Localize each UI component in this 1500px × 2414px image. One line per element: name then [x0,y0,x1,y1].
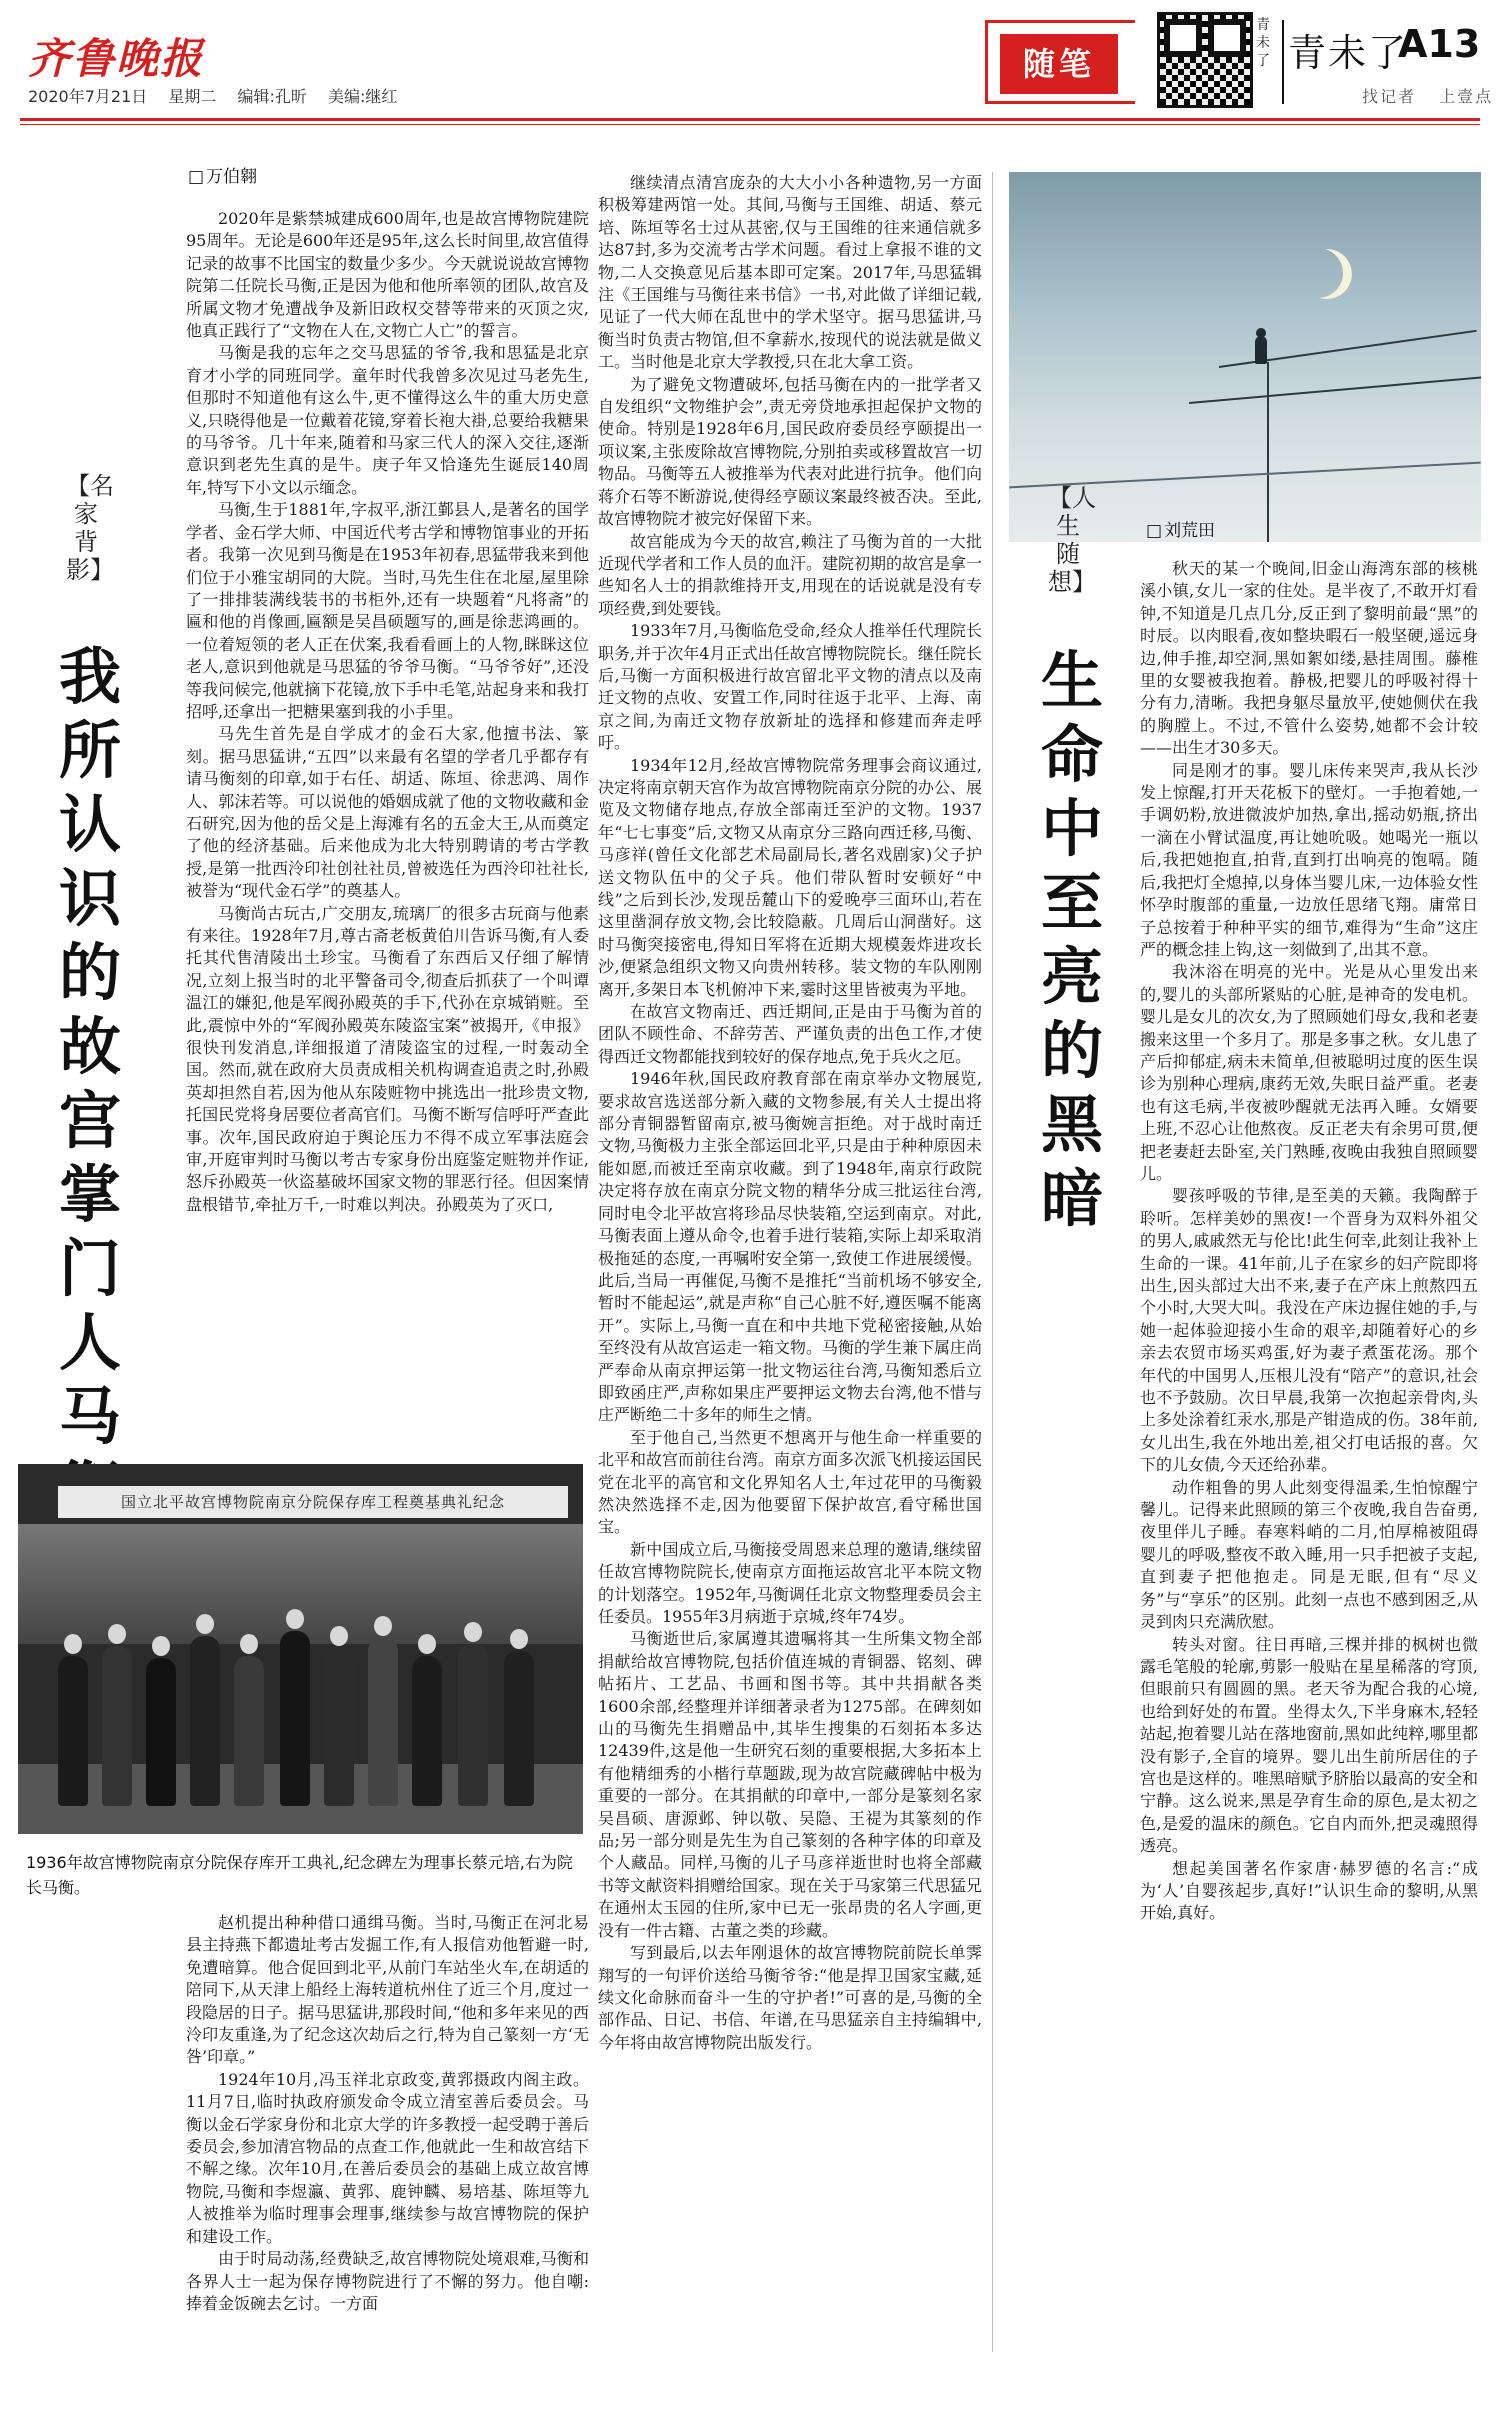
photo-figure [504,1651,534,1806]
section-label: 随笔 [1000,34,1118,94]
paragraph: 写到最后,以去年刚退休的故宫博物院前院长单霁翔写的一句评价送给马衡爷爷:“他是捍卫国家宝藏,延续文化命脉而奋斗一生的守护者!”可喜的是,马衡的全部作品、日记、书信、年谱,在马思猛亲自主持编辑中,今年将由故宫博物院出版发行。 [598,1943,982,2052]
paragraph: 由于时局动荡,经费缺乏,故宫博物院处境艰难,马衡和各界人士一起为保存博物院进行了不懈的努力。他自嘲:捧着金饭碗去乞讨。一方面 [186,2249,589,2313]
paragraph: 为了避免文物遭破坏,包括马衡在内的一批学者又自发组织“文物维护会”,责无旁贷地承担起保护文物的使命。特别是1928年6月,国民政府委员经亨颐提出一项议案,主张废除故宫博物院,分别拍卖或移置故宫一切物品。马衡等五人被推举为代表对此进行抗争。他们向蒋介石等不断游说,使得经亨颐议案最终被否决。至此,故宫博物院才被完好保留下来。 [598,374,982,529]
article2-column [1140,558,1478,2350]
photo-figure [234,1656,264,1806]
paragraph: 动作粗鲁的男人此刻变得温柔,生怕惊醒宁馨儿。记得来此照顾的第三个夜晚,我自告奋勇,夜里伴儿子睡。春寒料峭的二月,怕厚棉被阻碍婴儿的呼吸,整夜不敢入睡,用一只手把被子支起,直到妻子把他抱走。同是无眠,但有“尽义务”与“享乐”的区别。此刻一点也不感到困乏,从灵到肉只充满欣慰。 [1140,1477,1478,1632]
paragraph: 我沐浴在明亮的光中。光是从心里发出来的,婴儿的头部所紧贴的心脏,是神奇的发电机。婴儿是女儿的次女,为了照顾她们母女,我和老妻搬来这里一个多月了。那是多事之秋。女儿患了产后抑郁症,病未未简单,但被聪明过度的医生误诊为别种心理病,康药无效,失眠日益严重。老妻也有这毛病,半夜被吵醒就无法再入睡。女婿要上班,不忍心让他熬夜。反正老夫有余男可贯,便把老妻赶去卧室,关门熟睡,夜晚由我独自照顾婴儿。 [1140,962,1478,1183]
photo-figure [412,1656,442,1806]
header-divider [1282,20,1284,104]
antenna-mast [1267,362,1269,542]
subtitle-right: 上壹点 [1439,87,1494,106]
header-rule-thin [20,124,1480,125]
page-title: 青未了 [1288,31,1409,75]
page-number: A13 [1398,22,1481,66]
paragraph: 马先生首先是自学成才的金石大家,他擅书法、篆刻。据马思猛讲,“五四”以来最有名望的学者几乎都存有请马衡刻的印章,如于右任、胡适、陈垣、徐悲鸿、周作人、郭沫若等。可以说他的婚姻成就了他的文物收藏和金石研究,因为他的岳父是上海滩有名的五金大王,从而奠定了他的经济基础。后来他成为北大特别聘请的考古学教授,是第一批西泠印社创社社员,曾被选任为西泠印社社长,被誉为“现代金石学”的奠基人。 [186,724,589,901]
paragraph: 马衡是我的忘年之交马思猛的爷爷,我和思猛是北京育才小学的同班同学。童年时代我曾多次见过马老先生,但那时不知道他有这么牛,更不懂得这么牛的重大历史意义,只晓得他是一位戴着花镜,穿着长袍大褂,总要给我糖果的马爷爷。几十年来,随着和马家三代人的深入交往,逐渐意识到老先生真的是牛。庚子年又恰逢先生诞辰140周年,特写下小文以示缅念。 [186,343,589,497]
paragraph: 秋天的某一个晚间,旧金山海湾东部的核桃溪小镇,女儿一家的住处。是半夜了,不敢开灯看钟,不知道是几点几分,反正到了黎明前最“黑”的时辰。以肉眼看,夜如整块暇石一般坚硬,遥远身边,伸手推,却空洞,黑如絮如缕,悬挂周围。藤椎里的女婴被我抱着。静极,把婴儿的呼吸衬得十分有力,清晰。我把身躯尽量放平,使她侧伏在我的胸膛上。不过,不管什么姿势,她都不会计较——出生才30多天。 [1140,559,1478,758]
header-rule [20,118,1480,121]
photo-figure [324,1648,354,1806]
article-divider [992,172,993,2352]
article1-byline: □ 万伯翱 [188,162,257,187]
paragraph: 转头对窗。往日再暗,三棵并排的枫树也微露毛笔般的轮廓,剪影一般贴在星星稀落的穹顶,但眼前只有圆圆的黑。老天爷为配合我的心境,也给到好处的布置。坐得太久,下半身麻木,轻轻站起,抱着婴儿站在落地窗前,黑如此纯粹,哪里都没有影子,全盲的境界。婴儿出生前所居住的子宫也是这样的。唯黑暗赋予脐胎以最高的安全和宁静。这么说来,黑是孕育生命的原色,是太初之色,是爱的温床的颜色。它自内而外,把灵魂照得透亮。 [1140,1634,1478,1856]
paragraph: 马衡尚古玩古,广交朋友,琉璃厂的很多古玩商与他素有来往。1928年7月,尊古斋老板黄伯川告诉马衡,有人委托其代售清陵出土珍宝。马衡看了东西后又仔细了解情况,立刻上报当时的北平警备司令,彻查后抓获了一个叫谭温江的嫌犯,他是军阀孙殿英的手下,代孙在京城销赃。至此,震惊中外的“军阀孙殿英东陵盗宝案”被揭开,《申报》很快刊发消息,详细报道了清陵盗宝的过程,一时轰动全国。然而,就在政府大员责成相关机构调查追责之时,孙殿英却担然自若,因为他从东陵赃物中挑选出一批珍贵文物,托国民党将身居要位者高官们。马衡不断写信呼吁严查此事。次年,国民政府迫于舆论压力不得不成立军事法庭会审,开庭审判时马衡以考古专家身份出庭鉴定赃物并作证,怒斥孙殿英一伙盗墓破坏国家文物的罪恶行径。但因案情盘根错节,牵扯万千,一时难以判决。孙殿英为了灭口, [186,903,589,1214]
paragraph: 1946年秋,国民政府教育部在南京举办文物展览,要求故宫选送部分新入藏的文物参展,有关人士提出将部分青铜器暂留南京,被马衡婉言拒绝。对于战时南迁文物,马衡极力主张全部运回北平,只是由于种种原因未能如愿,而被迁至南京收藏。到了1948年,南京行政院决定将存放在南京分院文物的精华分成三批运往台湾,同时电令北平故宫将珍品尽快装箱,空运到南京。对此,马衡表面上遵从命令,也着手进行装箱,实际上却采取消极拖延的态度,一再嘱咐安全第一,致使工作进展缓慢。此后,当局一再催促,马衡不是推托“当前机场不够安全,暂时不能起运”,就是声称“自己心脏不好,遵医嘱不能离开”。实际上,马衡一直在和中共地下党秘密接触,从始至终没有从故宫运走一箱文物。马衡的学生兼下属庄尚严奉命从南京押运第一批文物运往台湾,马衡知悉后立即致函庄严,声称如果庄严要押运文物去台湾,他不惜与庄严断绝二十多年的师生之情。 [598,1069,982,1425]
article1-column-1 [186,208,589,1442]
paragraph: 想起美国著名作家唐·赫罗德的名言:“成为‘人’自婴孩起步,真好!”认识生命的黎明,从黑开始,真好。 [1140,1858,1478,1923]
paragraph: 故宫能成为今天的故宫,赖注了马衡为首的一大批近现代学者和工作人员的血汗。建院初期的故宫是拿一些知名人士的捐款维持开支,用现在的话说就是没有专项经费,到处要钱。 [598,531,982,618]
issue-date: 2020年7月21日 [28,87,148,106]
article2-byline: □ 刘荒田 [1146,516,1215,541]
qr-side-text: 青未了 [1256,17,1270,69]
paragraph: 赵机提出种种借口通缉马衡。当时,马衡正在河北易县主持燕下都遗址考古发掘工作,有人报信劝他暂避一时,免遭暗算。他合促回到北平,从前门车站坐火车,在胡适的陪同下,从天津上船经上海转道杭州住了近三个月,度过一段隐居的日子。据马思猛讲,那段时间,“他和多年来见的西泠印友重逢,为了纪念这次劫后之行,特为自己篆刻一方‘无咎’印章。” [186,1913,589,2067]
issue-weekday: 星期二 [168,87,217,106]
antenna-wire [1189,376,1481,404]
photo-banner-text: 国立北平故宫博物院南京分院保存库工程奠基典礼纪念 [58,1486,568,1518]
paragraph: 1933年7月,马衡临危受命,经众人推举任代理院长职务,并于次年4月正式出任故宫博物院院长。继任院长后,马衡一方面积极进行故宫留北平文物的清点以及南迁文物的点收、安置工作,同时往返于北平、上海、南京之间,为南迁文物存放新址的选择和修建而奔走呼吁。 [598,621,982,753]
photo-figure [368,1638,398,1806]
paragraph: 马衡逝世后,家属遵其遗嘱将其一生所集文物全部捐献给故宫博物院,包括价值连城的青铜器、铭刻、碑帖拓片、工艺品、书画和图书等。其中共捐献各类1600余部,经整理并详细著录者为1275部。在碑刻如山的马衡先生捐赠品中,其毕生搜集的石刻拓本多达12439件,这是他一生研究石刻的重要根据,大多拓本上有他精细秀的小楷行草题跋,现为故宫院藏碑帖中极为重要的一部分。在其捐献的印章中,一部分是篆刻名家吴昌硕、唐源邺、钟以敬、吴隐、王禔为其篆刻的作品;另一部分则是先生为自己篆刻的各种字体的印章及个人藏品。同样,马衡的儿子马彦祥逝世时也将全部藏书等文献资料捐赠给国家。现在关于马家第三代思猛兄在通州太玉园的住所,家中已无一张昂贵的名人字画,更没有一件古籍、古董之类的珍藏。 [598,1629,982,1940]
photo-figure [190,1636,220,1806]
historical-photo [18,1464,583,1834]
art-editor-credit: 美编:继红 [327,87,398,106]
article1-column-2 [598,172,982,2348]
issue-meta [28,84,413,107]
masthead-logo: 齐鲁晚报 [28,34,205,83]
paragraph: 婴孩呼吸的节律,是至美的天籁。我陶醉于聆听。怎样美妙的黑夜!一个晋身为双料外祖父的男人,戚戚然无与伦比!此生何幸,此刻让我补上生命的一课。41年前,儿子在家乡的妇产院即将出生,因头部过大出不来,妻子在产床上煎熬四五个小时,大哭大叫。我没在产床边握住她的手,与她一起体验迎接小生命的艰辛,却随着好心的乡亲去农贸市场买鸡蛋,好为妻子煮蛋花汤。那个年代的中国男人,压根儿没有“陪产”的意识,社会也不予鼓励。次日早晨,我第一次抱起亲骨肉,头上多处涂着红汞水,那是产钳造成的伤。38年前,女儿出生,我在外地出差,祖父打电话报的喜。欠下的儿女债,今天还给孙辈。 [1140,1186,1478,1475]
paragraph: 继续清点清宫庞杂的大大小小各种遗物,另一方面积极筹建两馆一处。其间,马衡与王国维、胡适、蔡元培、陈垣等名士过从甚密,仅与王国维的往来通信就多达87封,多为交流考古学术问题。看过上拿报不谁的文物,二人交换意见后基本即可定案。2017年,马思猛辑注《王国维与马衡往来书信》一书,对此做了详细记载,见证了一代大师在乱世中的学术坚守。据马思猛讲,马衡当时负责古物馆,但不拿薪水,按现代的说法就是做义工。当时他是北京大学教授,只在北大拿工资。 [598,173,982,372]
page-subtitle [1346,84,1493,107]
article1-column-3 [186,1912,589,2352]
paragraph: 在故宫文物南迁、西迁期间,正是由于马衡为首的团队不顾性命、不辞劳苦、严谨负责的出色工作,才使得西迁文物都能找到较好的保存地点,免于兵火之厄。 [598,1002,982,1066]
article2-headline: 生命中至亮的黑暗 [1040,644,1103,1235]
photo-caption: 1936年故宫博物院南京分院保存库开工典礼,纪念碑左为理事长蔡元培,右为院长马衡。 [26,1853,573,1897]
paragraph: 马衡,生于1881年,字叔平,浙江鄞县人,是著名的国学学者、金石学大师、中国近代考古学和博物馆事业的开拓者。我第一次见到马衡是在1953年初春,思猛带我来到他们位于小雅宝胡同的大院。当时,马先生住在北屋,屋里除了一排排装满线装书的书柜外,还有一块题着“凡将斋”的匾和他的肖像画,匾额是吴昌硕题写的,画是徐悲鸿画的。一位着短领的老人正在伏案,我看看画上的人物,眯眯这位老人,意识到他就是马思猛的爷爷马衡。“马爷爷好”,还没等我问候完,他就摘下花镜,放下手中毛笔,站起身来和我打招呼,还拿出一把糖果塞到我的小手里。 [186,500,589,721]
cat-silhouette-icon [1255,336,1267,364]
paragraph: 至于他自己,当然更不想离开与他生命一样重要的北平和故宫而前往台湾。南京方面多次派飞机接运国民党在北平的高官和文化界知名人士,年过花甲的马衡毅然决然选择不走,因为他要留下保护故宫,看守稀世国宝。 [598,1427,982,1537]
paragraph: 1924年10月,冯玉祥北京政变,黄郛摄政内阁主政。11月7日,临时执政府颁发命令成立清室善后委员会。马衡以金石学家身份和北京大学的许多教授一起受聘于善后委员会,参加清宫物品的点查工作,他就此一生和故宫结下不解之缘。次年10月,在善后委员会的基础上成立故宫博物院,马衡和李煜瀛、黄郛、鹿钟麟、易培基、陈垣等九人被推举为临时理事会理事,继续参与故宫博物院的保护和建设工作。 [186,2069,589,2246]
paragraph: 新中国成立后,马衡接受周恩来总理的邀请,继续留任故宫博物院院长,使南京方面拖运故宫北平本院文物的计划落空。1952年,马衡调任北京文物整理委员会主任委员。1955年3月病逝于京城,终年74岁。 [598,1539,982,1626]
photo-figure [458,1644,488,1806]
paragraph: 1934年12月,经故宫博物院常务理事会商议通过,决定将南京朝天宫作为故宫博物院南京分院的办公、展览及文物储存地点,存放全部南迁至沪的文物。1937年“七七事变”后,文物又从南京分三路向西迁移,马衡、马彦祥(曾任文化部艺术局副局长,著名戏剧家)父子护送文物队伍中的父子兵。他们带队暂时安顿好“中线”之后到长沙,发现岳麓山下的爱晚亭三面环山,若在这里凿洞存放文物,会比较隐蔽。几周后山洞凿好。这时马衡突接密电,得知日军将在近期大规模轰炸进攻长沙,便紧急组织文物又向贵州转移。装文物的车队刚刚离开,多架日本飞机俯冲下来,霎时这里皆被夷为平地。 [598,755,982,999]
qr-code-icon[interactable] [1157,12,1253,108]
paragraph: 2020年是紫禁城建成600周年,也是故宫博物院建院95周年。无论是600年还是95年,这么长时间里,故宫值得记录的故事不比国宝的数量少多少。今天就说说故宫博物院第二任院长马衡,正是因为他和他所率领的团队,故宫及所属文物才免遭战争及新旧政权交替等带来的灭顶之灾,他真正践行了“文物在人在,文物亡人亡”的誓言。 [186,209,589,341]
photo-figure [146,1658,176,1806]
crescent-moon-icon [1286,241,1350,305]
article2-column-tag: 【人生随想】 [1048,484,1096,596]
paragraph: 同是刚才的事。婴儿床传来哭声,我从长沙发上惊醒,打开天花板下的壁灯。一手抱着她,一手调奶粉,放进微波炉加热,拿出,摇动奶瓶,挤出一滴在小臂试温度,再让她吮吸。她喝光一瓶以后,我把她抱直,拍背,直到打出响亮的饱嗝。随后,我把灯全熄掉,以身体当婴儿床,一边体验女性怀孕时腹部的重量,一边放任思绪飞翔。庸常日子总按着于种种平实的细节,难得为“生命”这庄严的概念挂上钩,这一刻做到了,出其不意。 [1140,760,1478,959]
photo-figure [280,1631,310,1806]
photo-figure [58,1656,88,1806]
photo-figure [102,1646,132,1806]
article1-column-tag: 【名家背影】 [66,472,114,584]
article1-headline: 我所认识的故宫掌门人马 [58,640,121,1453]
subtitle-left: 找记者 [1362,87,1417,106]
editor-credit: 编辑:孔昕 [237,87,307,106]
